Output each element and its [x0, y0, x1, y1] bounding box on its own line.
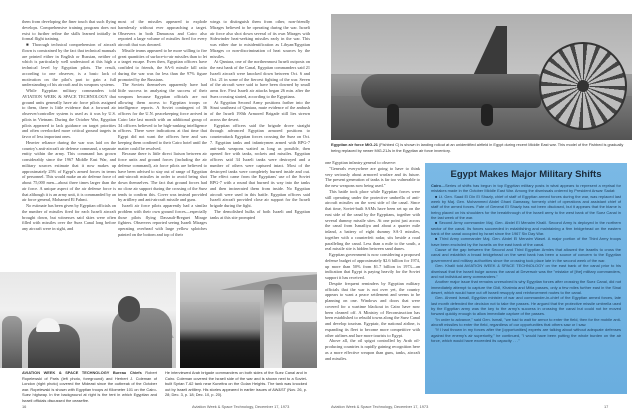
helmet-shape	[36, 318, 60, 332]
footer-right: Aviation Week & Space Technology, December 17, 1973	[331, 404, 429, 409]
photo-reporter-with-tank	[180, 272, 317, 368]
paragraph: While Egyptian military commanders told AVIATION WEEK & SPACE TECHNOLOGY that ground units generally have air force pilots assigned to them, there is little evidence that a forward air observer/controller system is used as it was by U.S. pilots in Vietnam. During the October War, Egyptian pilots appeared to lack guidance on target priorities and often overlooked more critical ground targets in favor of less important ones.	[22, 88, 116, 139]
paragraph: Because there is little direct liaison between air force units and ground forces (including the air defense command), air force pilots are believed to have been advised to stay out of range of Egyptian anti-aircraft missiles in order to avoid being shot down themselves. The fact that ground forces had no close air support during the crossing of the Suez tends to confirm this. Cover was instead provided by artillery and anti-aircraft missile and guns.	[118, 151, 207, 203]
paragraph: Egyptian government is now considering a proposed defense budget of approximately $2.6 billion for 1974, up more than 50% from $1.7 billion in 1973—an indication that Egypt is paying heavily for the Soviet support it has received.	[325, 252, 420, 280]
paragraph: ■ Thorough technical comprehension of aircraft flown is constrained by the fact that technical manuals are printed either in English or Russian, neither of which is particularly well understood at this high a technical level by Egyptian pilots. The result, according to one observer, is a basic lack of motivation on the pilot's part to gain a full understanding of his aircraft and its weapons systems.	[22, 42, 116, 88]
page-number-right: 17	[604, 404, 609, 409]
caption-mig21	[331, 142, 627, 153]
paragraph: The demolished hulks of both Israeli and Egyptian tanks at this site prompted	[210, 208, 310, 220]
soldier-figure	[2, 316, 22, 368]
sidebar-paragraph: Another major issue that remains unresolved is why Egyptian forces after crossing the Suez Canal, did not immediately attempt to capture the Gidi, Khatmia and Mitla passes, only a few miles further east in the Sinai desert, which would have cut off Israeli resupply and reinforcement routes to the canal.	[431, 279, 621, 295]
article-column-4	[325, 160, 420, 393]
caption-text: (Fishbed C) is shown in landing rollout at an unidentified airfield in Egypt during recent Middle East war. This model of the Fishbed is gradually being replaced by newer MiG-21Js in the Egyptian air force inventory.	[331, 142, 624, 153]
caption-bold: Egyptian air force MiG-21	[331, 142, 378, 147]
caption-bold: AVIATION WEEK & SPACE TECHNOLOGY Bureau Chiefs	[22, 370, 142, 375]
caption-tank	[165, 370, 307, 398]
footer-left: Aviation Week & Space Technology, December 17, 1973	[192, 404, 290, 409]
photo-mig21-landing	[331, 14, 632, 140]
car-shape	[284, 302, 317, 322]
sidebar-bullet: ■ Lt. Gen. Saad El Din El Shazly, chief of staff of Egyptian armed forces during the war, was replaced last week by Maj. Gen. Mohammed Abdel Ghani Gamassy, formerly chief of operations and assistant chief of staff of the armed forces. Fate of General El Shazly has not been disclosed, but it appears that the blame is being placed on his shoulders for the breakthrough of the Israeli army to the west bank of the Suez Canal in the last week of the war.	[431, 193, 621, 221]
dateline: Cairo	[431, 183, 442, 188]
paragraph: "Generals everywhere are going to have to think very seriously about armored warfare and its future. The present generation of tanks is far too vulnerable to the new weapons now being used."	[325, 165, 420, 188]
paragraph: At Egyptian Second Army positions farther into the Sinai southeast of Qantara, mute evidence of the ambush of the Israeli 190th Armored Brigade still lies strewn across the desert.	[210, 99, 310, 122]
aircraft-fuselage	[361, 74, 541, 108]
photo-reporters-with-troops	[0, 272, 176, 368]
article-column-3	[210, 19, 310, 262]
reporter-head	[118, 296, 140, 322]
paragraph: most of the missiles appeared to explode harmlessly without ever approaching a target. Observers in both Damascus and Cairo also reported a large volume of missiles fired for every aircraft that was downed.	[118, 19, 207, 47]
sidebar-box	[425, 163, 627, 394]
paragraph: At Qantara, one of the northernmost Israeli outposts on the east bank of the Canal, Egyptian commanders said 21 Israeli aircraft were knocked down between Oct. 6 and Oct. 21 in some of the fiercest fighting of the war. Seven of the aircraft were said to have been downed by small arms fire. First Israeli air attacks began 26 min. after the Suez crossing started, according to the Egyptians.	[210, 59, 310, 99]
sidebar-paragraph: Cairo—Series of shifts has begun in top Egyptian military posts in what appears to represent a reprisal for mistakes made in the October Middle East War. Among the dismissals ordered by President Anwar Sadat:	[431, 183, 621, 194]
sidebar-title: Egypt Makes Major Military Shifts	[450, 169, 602, 180]
sidebar-bullet: ■ Second Army commander Maj. Gen. Abdel El Menaim Khalil. Second Army is deployed in the northern sector of the canal. Its forces succeeded in establishing and maintaining a firm bridgehead on the eastern bank of the canal occupied by Israel since the 1967 Six Day War.	[431, 220, 621, 237]
paragraph: Heavier reliance during the war was laid on the country's anti-aircraft air defense command, a separate entity within the army. This command has grown considerably since the 1967 Middle East War, and military sources estimate that it now makes up approximately 25% of Egypt's armed forces in terms of personnel. This would make an air defense force of about 75,000 men—about three times larger than the air force. A unique aspect of the air defense force is that although it is an army unit, it is commanded by an air force general, Mohamed El Fahmi.	[22, 139, 116, 203]
sidebar-paragraph: "In order to advance," said Gen. Ismail, "we had to wait for armor to enter the field, then for the mobile anti-aircraft missiles to enter the field, regardless of our opportunities that others saw or I saw.	[431, 316, 621, 327]
page-number-left: 16	[22, 404, 27, 409]
paragraph: them from developing the finer touch that such flying develops. Comprehensive training program does not exist to further refine the skills learned initially in formal flight training.	[22, 19, 116, 42]
sidebar-paragraph: Cause of the gap between the Second and Third Egyptian Armies that allowed the Israelis to cross the canal and establish a broad bridgehead on the west bank has been a source of concern to the Egyptian government and military authorities since the crossing took place late in the second week of the war.	[431, 247, 621, 263]
sidebar-paragraph: Gen. Ahmed Ismail, Egyptian minister of war and commander-in-chief of the Egyptian armed forces, late last month defended the decision not to take the passes. He argued that the protective missile umbrella used by the Egyptian army was the key to the army's success in crossing the canal but could not be moved forward quickly enough to allow immediate capture of the passes.	[431, 295, 621, 317]
sidebar-paragraph: Gen. Khalil told AVIATION WEEK & SPACE TECHNOLOGY on the east bank of the canal prior to his dismissal that the Israeli bulge across the canal at Deversoir was the "mistake of [the] military commanders, and not individual army commanders."	[431, 263, 621, 279]
article-column-1	[22, 19, 116, 262]
article-column-2	[118, 19, 207, 262]
paragraph: The Soviets themselves apparently have had little success in analyzing the success of their weapons because Egyptian officials are not allowing them access to Egyptian troops or intelligence reports. A Soviet contingent of 36 officers for the U.N. peacekeeping force arrived in Cairo late last month with an additional group of 34 officers believed to be high-ranking intelligence officers. There were indications at that time that Egypt did not want the officers here and was keeping them confined to their Cairo hotel until the matter could be resolved.	[118, 82, 207, 151]
sidebar-bullet: ■ Third Army commander Maj. Gen. Abdel El Menaim Wasel. A major portion of the Third Army troops have been encircled by the Israelis on the east bank of the canal.	[431, 236, 621, 247]
parachute-center	[577, 80, 589, 92]
caption-text: He interviewed Arab brigade commanders on both sides of the Suez Canal and in Cairo. Coleman covered the Israeli side of the war and is shown next to a Soviet-built Syrian T-62 tank near Kuneitra on the Golan Heights. The tank was knocked out by Israeli artillery. His stories appeared in earlier issues of AW&ST (Nov. 26, p. 28; Dec. 3, p. 18; Dec. 10, p. 20).	[165, 370, 307, 398]
paragraph: Israeli air force pilots apparently had a similar problem with their own ground forces—especially those pilots flying Dassault-Breguet Mirage fighters. Observers reported seeing Israeli Mirages operating overhead with large yellow splotches painted on the bottom and top of their	[118, 203, 207, 237]
sidebar-paragraph: "If I had thrown in my forces after the [opportunities] experts are talking about without adequate defenses against the enemy's air superiority," he continued, "I would have been putting the whole burden on the air force, which would have exceeded its capacity . . ."	[431, 327, 621, 343]
landing-gear	[387, 104, 399, 128]
paragraph: No estimate has been given by Egyptian officials on the number of missiles fired for each Israeli aircraft brought down, but witnesses said skies were often filled with missiles over the Suez Canal long before any aircraft were in sight, and	[22, 203, 116, 231]
caption-reporters	[22, 370, 157, 404]
caption-text: Robert Ropelewski of Paris (left photo, foreground) and Herbert J. Coleman of London (right photo) covered the Mideast since the outbreak of the October war. Ropelewski is shown with Egyptian troops at Kilometer 101 on the Cairo-Suez highway. In the background at right is the tent in which Egyptian and Israeli officials discussed the ceasefire.	[22, 370, 157, 403]
paragraph: one Egyptian infantry general to observe:	[325, 160, 397, 165]
paragraph: Above all, the oil spigot controlled by Arab oil-producing countries is rapidly gaining recognition here as a more effective weapon than guns, tanks, aircraft and missiles.	[325, 338, 420, 361]
reporter-figure	[264, 284, 282, 368]
paragraph: Missile teams appeared to be more willing to fire great quantities of surface-to-air missiles than to let a target escape. Even then, Egyptian officers have confided to friends, the SA-6 missile kill ratio during the war was far less than the 97% figure promoted by the Russians.	[118, 47, 207, 82]
paragraph: wings to distinguish them from other, non-friendly Mirages believed to be operating during the war. Israeli air force also shot down several of its own Mirages with Sidewinder heat-seeking missiles early in the war. This was either due to misidentification as Libyan/Egyptian Mirages or non-discrimination of heat sources by the missiles.	[210, 19, 310, 59]
landing-gear	[481, 104, 493, 126]
paragraph: Egyptian officers said the brigade drove straight through advanced Egyptian armored positions to counterattack Egyptian forces crossing the Suez on Oct. 7. Egyptian tanks and infantrymen armed with RPG-7 anti-tank weapons waited as long as possible, then opened fire with tanks, rockets and missiles. Egyptian officers said 34 Israeli tanks were destroyed and a number of others were captured intact. Most of the destroyed tanks were completely burned inside and out. The effect came from the Egyptians' use of the Soviet RPG-7 with a round that burned its way into the tanks and then incinerated them from inside. No Egyptian aircraft were used in this battle. Egyptian officers said Israeli aircraft provided close air support for the Israeli brigade during the fight.	[210, 122, 310, 208]
paragraph: Despite frequent reminders by Egyptian military officials that the war is not over yet, the country appears to want a peace settlement and seems to be planning on one. Windows and doors that were covered for a wartime blackout in Cairo have now been cleaned off. A Ministry of Reconstruction has been established to rebuild towns along the Suez Canal and develop tourism. Egyptair, the national airline, is expanding its fleet to become more competitive with other airlines and lure more tourists to Egypt.	[325, 280, 420, 338]
tank-shape	[180, 302, 260, 368]
paragraph: This battle took place while Egyptian forces were still operating under the protective umbrella of anti-aircraft missiles on the west side of the canal. Since that time, Soviet-built SAMs have been set up on the east side of the canal by the Egyptians, together with several dummy missile sites. At one point just across the canal from Ismailiya and about a quarter mile inland, a battery of eight dummy SA-3 missiles, together with a counterfeit radar, sits beside a road paralleling the canal. Less than a mile to the south, a real missile site is hidden between sand dunes.	[325, 188, 420, 252]
